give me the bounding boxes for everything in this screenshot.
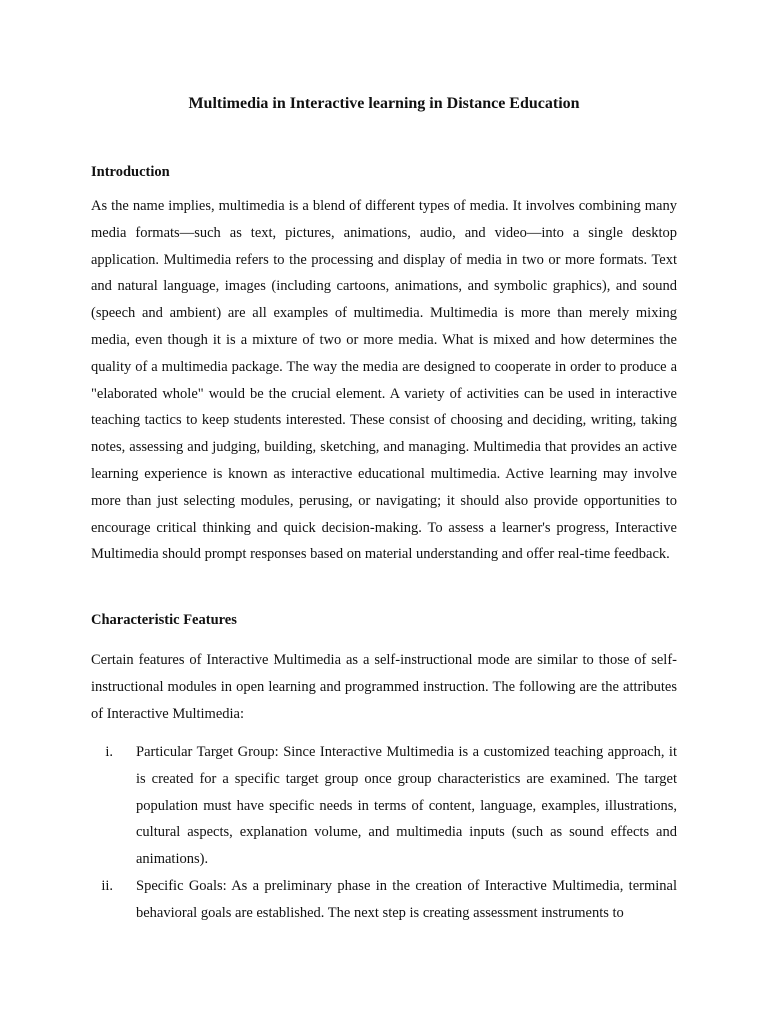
list-item-text: Specific Goals: As a preliminary phase in the creation of Interactive Multimedia, terminal behavioral goals are established. The next step is creating assessment instruments to	[136, 877, 677, 921]
characteristic-features-paragraph: Certain features of Interactive Multimedia as a self-instructional mode are similar to those of self-instructional modules in open learning and programmed instruction. The following are the attributes of Interactive Multimedia:	[91, 652, 677, 722]
document-title: Multimedia in Interactive learning in Distance Education	[188, 95, 580, 112]
attributes-list	[91, 739, 677, 927]
list-item	[91, 873, 677, 927]
list-marker: i.	[105, 744, 113, 760]
list-marker: ii.	[101, 877, 113, 894]
list-item-text: Particular Target Group: Since Interactive Multimedia is a customized teaching approach, it is created for a specific target group once group characteristics are examined. The target population must have specific needs in terms of content, language, examples, illustrations, cultural aspects, explanation volume, and multimedia inputs (such as sound effects and animations).	[136, 744, 677, 868]
section-heading-characteristic-features: Characteristic Features	[91, 612, 237, 628]
introduction-paragraph: As the name implies, multimedia is a blend of different types of media. It involves combining many media formats—such as text, pictures, animations, audio, and video—into a single desktop application. Multimedia refers to the processing and display of media in two or more formats. Text and natural language, images (including cartoons, animations, and symbolic graphics), and sound (speech and ambient) are all examples of multimedia. Multimedia is more than merely mixing media, even though it is a mixture of two or more media. What is mixed and how determines the quality of a multimedia package. The way the media are designed to cooperate in order to produce a "elaborated whole" would be the crucial element. A variety of activities can be used in interactive teaching tactics to keep students interested. These consist of choosing and deciding, writing, taking notes, assessing and judging, building, sketching, and managing. Multimedia that provides an active learning experience is known as interactive educational multimedia. Active learning may involve more than just selecting modules, perusing, or navigating; it should also provide opportunities to encourage critical thinking and quick decision-making. To assess a learner's progress, Interactive Multimedia should prompt responses based on material understanding and offer real-time feedback.	[91, 198, 677, 563]
section-heading-introduction: Introduction	[91, 164, 170, 180]
list-item	[91, 739, 677, 873]
